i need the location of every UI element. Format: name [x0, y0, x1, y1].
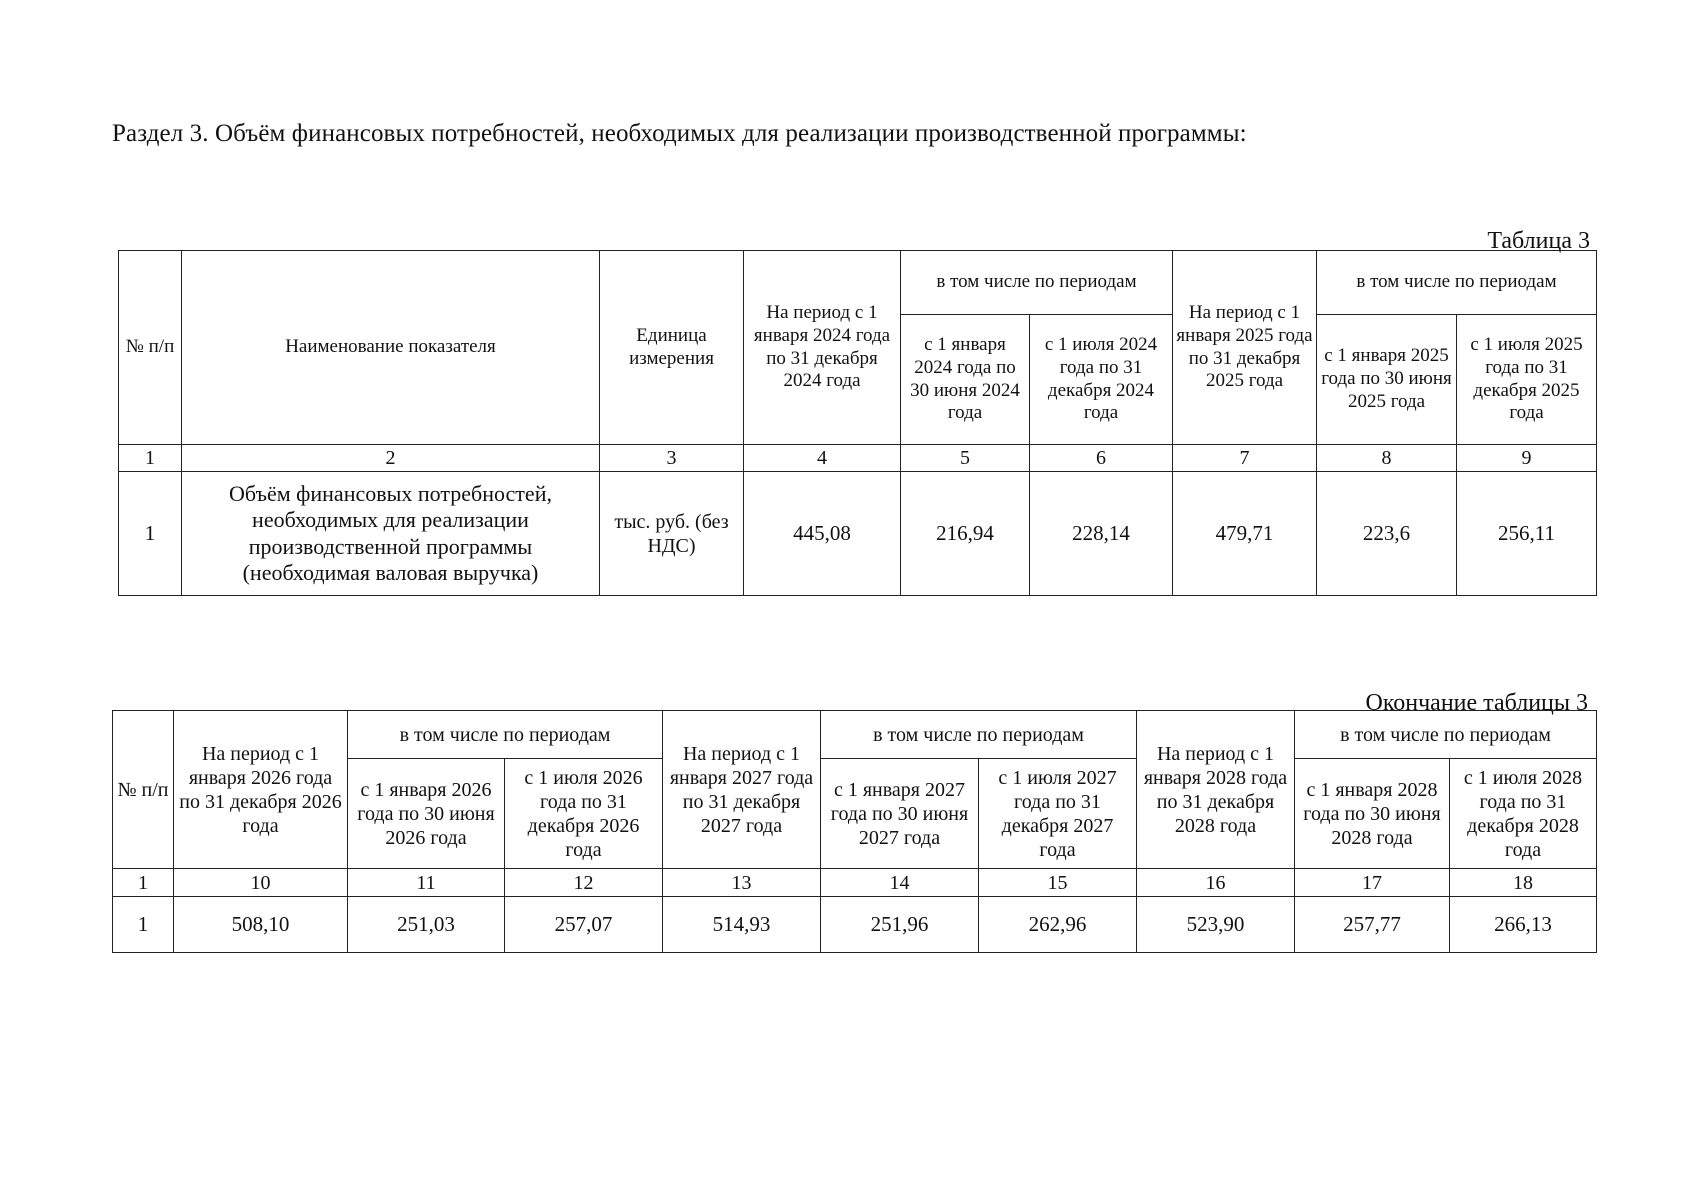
- column-number-row: [119, 445, 1597, 472]
- header-half1-2026: с 1 января 2026 года по 30 июня 2026 года: [348, 759, 505, 869]
- header-number: № п/п: [113, 711, 174, 869]
- header-including-periods-2026: в том числе по периодам: [348, 711, 663, 759]
- header-period-2028: На период с 1 января 2028 года по 31 декабря 2028 года: [1137, 711, 1295, 869]
- header-half2-2027: с 1 июля 2027 года по 31 декабря 2027 года: [979, 759, 1137, 869]
- value-half2-2024: 228,14: [1030, 472, 1173, 596]
- header-number: № п/п: [119, 251, 182, 445]
- value-half1-2026: 251,03: [348, 897, 505, 953]
- value-half2-2025: 256,11: [1457, 472, 1597, 596]
- column-number: 16: [1137, 869, 1295, 897]
- column-number-row: [113, 869, 1597, 897]
- header-including-periods-2027: в том числе по периодам: [821, 711, 1137, 759]
- column-number: 12: [505, 869, 663, 897]
- value-half1-2025: 223,6: [1317, 472, 1457, 596]
- column-number: 3: [600, 445, 744, 472]
- table-continuation-caption: Окончание таблицы 3: [1365, 690, 1588, 716]
- column-number: 10: [174, 869, 348, 897]
- column-number: 1: [119, 445, 182, 472]
- column-number: 8: [1317, 445, 1457, 472]
- header-including-periods-2024: в том числе по периодам: [901, 251, 1173, 315]
- column-number: 11: [348, 869, 505, 897]
- header-half2-2024: с 1 июля 2024 года по 31 декабря 2024 года: [1030, 315, 1173, 445]
- value-half2-2026: 257,07: [505, 897, 663, 953]
- financial-needs-table: [118, 250, 1597, 596]
- header-half2-2025: с 1 июля 2025 года по 31 декабря 2025 года: [1457, 315, 1597, 445]
- financial-needs-table-continuation: [112, 710, 1597, 953]
- header-half2-2028: с 1 июля 2028 года по 31 декабря 2028 года: [1450, 759, 1597, 869]
- indicator-name: Объём финансовых потребностей, необходимых для реализации производственной программы (необходимая валовая выручка): [182, 472, 600, 596]
- value-2024: 445,08: [744, 472, 901, 596]
- column-number: 7: [1173, 445, 1317, 472]
- value-2026: 508,10: [174, 897, 348, 953]
- value-2028: 523,90: [1137, 897, 1295, 953]
- column-number: 14: [821, 869, 979, 897]
- header-including-periods-2025: в том числе по периодам: [1317, 251, 1597, 315]
- column-number: 18: [1450, 869, 1597, 897]
- header-half1-2027: с 1 января 2027 года по 30 июня 2027 года: [821, 759, 979, 869]
- row-number: 1: [113, 897, 174, 953]
- value-half1-2028: 257,77: [1295, 897, 1450, 953]
- row-number: 1: [119, 472, 182, 596]
- header-half2-2026: с 1 июля 2026 года по 31 декабря 2026 года: [505, 759, 663, 869]
- value-2027: 514,93: [663, 897, 821, 953]
- section-heading: Раздел 3. Объём финансовых потребностей, необходимых для реализации производственной программы:: [112, 120, 1247, 147]
- header-unit: Единица измерения: [600, 251, 744, 445]
- header-half1-2025: с 1 января 2025 года по 30 июня 2025 года: [1317, 315, 1457, 445]
- header-including-periods-2028: в том числе по периодам: [1295, 711, 1597, 759]
- column-number: 4: [744, 445, 901, 472]
- column-number: 5: [901, 445, 1030, 472]
- table-caption: Таблица 3: [1487, 228, 1590, 254]
- header-half1-2028: с 1 января 2028 года по 30 июня 2028 года: [1295, 759, 1450, 869]
- value-half2-2028: 266,13: [1450, 897, 1597, 953]
- value-2025: 479,71: [1173, 472, 1317, 596]
- table-row: [119, 472, 1597, 596]
- header-half1-2024: с 1 января 2024 года по 30 июня 2024 года: [901, 315, 1030, 445]
- column-number: 6: [1030, 445, 1173, 472]
- column-number: 17: [1295, 869, 1450, 897]
- column-number: 13: [663, 869, 821, 897]
- column-number: 9: [1457, 445, 1597, 472]
- header-period-2027: На период с 1 января 2027 года по 31 декабря 2027 года: [663, 711, 821, 869]
- value-half1-2024: 216,94: [901, 472, 1030, 596]
- value-half2-2027: 262,96: [979, 897, 1137, 953]
- unit-value: тыс. руб. (без НДС): [600, 472, 744, 596]
- table-row: [113, 897, 1597, 953]
- value-half1-2027: 251,96: [821, 897, 979, 953]
- column-number: 1: [113, 869, 174, 897]
- column-number: 15: [979, 869, 1137, 897]
- header-period-2026: На период с 1 января 2026 года по 31 декабря 2026 года: [174, 711, 348, 869]
- header-period-2024: На период с 1 января 2024 года по 31 декабря 2024 года: [744, 251, 901, 445]
- header-indicator-name: Наименование показателя: [182, 251, 600, 445]
- column-number: 2: [182, 445, 600, 472]
- header-period-2025: На период с 1 января 2025 года по 31 декабря 2025 года: [1173, 251, 1317, 445]
